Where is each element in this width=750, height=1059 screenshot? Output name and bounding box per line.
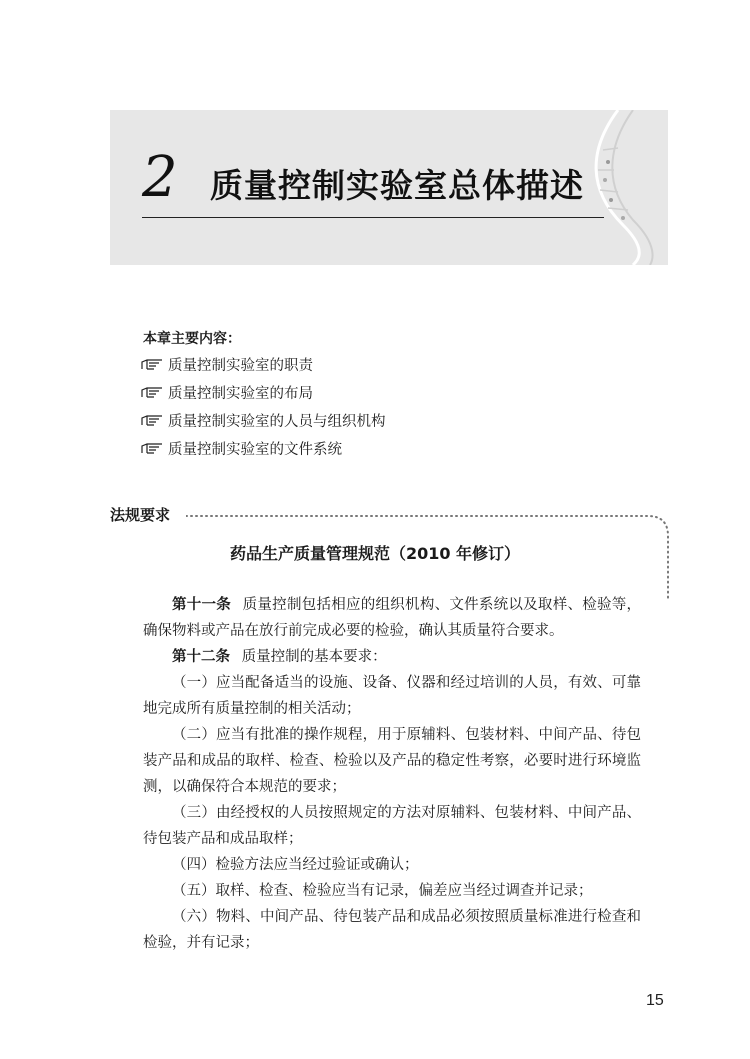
pointing-hand-icon [140, 441, 164, 455]
dna-helix-decoration [578, 110, 668, 265]
page-number: 15 [646, 992, 664, 1009]
toc-item [140, 378, 386, 406]
toc-item [140, 434, 386, 462]
chapter-title: 质量控制实验室总体描述 [210, 166, 584, 205]
regulation-label: 法规要求 [110, 506, 171, 524]
toc-item [140, 406, 386, 434]
article-11 [143, 592, 641, 644]
requirement-item: （四）检验方法应当经过验证或确认； [172, 857, 419, 873]
article-12-text: 质量控制的基本要求： [241, 649, 387, 665]
toc-item-label: 质量控制实验室的职责 [168, 357, 313, 374]
toc-item-label: 质量控制实验室的人员与组织机构 [168, 413, 386, 430]
toc-item [140, 350, 386, 378]
toc-item-label: 质量控制实验室的布局 [168, 385, 313, 402]
toc-item-label: 质量控制实验室的文件系统 [168, 441, 342, 458]
requirement-item: （五）取样、检查、检验应当有记录，偏差应当经过调查并记录； [172, 883, 593, 899]
pointing-hand-icon [140, 385, 164, 399]
document-title: 药品生产质量管理规范（2010 年修订） [229, 544, 521, 563]
requirement-item: （六）物料、中间产品、待包装产品和成品必须按照质量标准进行检查和检验，并有记录； [143, 909, 641, 951]
pointing-hand-icon [140, 357, 164, 371]
toc-heading: 本章主要内容： [143, 331, 241, 347]
title-underline [142, 217, 604, 218]
article-12 [143, 644, 641, 670]
requirement-item: （一）应当配备适当的设施、设备、仪器和经过培训的人员，有效、可靠地完成所有质量控制的相关活动； [143, 675, 641, 717]
chapter-number: 2 [142, 145, 178, 210]
article-11-text: 质量控制包括相应的组织机构、文件系统以及取样、检验等，确保物料或产品在放行前完成必要的检验，确认其质量符合要求。 [143, 597, 642, 639]
toc-list [140, 350, 386, 462]
requirement-item: （三）由经授权的人员按照规定的方法对原辅料、包装材料、中间产品、待包装产品和成品取样； [143, 805, 641, 847]
requirement-item: （二）应当有批准的操作规程，用于原辅料、包装材料、中间产品、待包装产品和成品的取样、检查、检验以及产品的稳定性考察，必要时进行环境监测，以确保符合本规范的要求； [143, 727, 641, 795]
article-11-title: 第十一条 [172, 597, 232, 613]
regulation-body [143, 592, 641, 956]
pointing-hand-icon [140, 413, 164, 427]
article-12-title: 第十二条 [172, 649, 230, 665]
